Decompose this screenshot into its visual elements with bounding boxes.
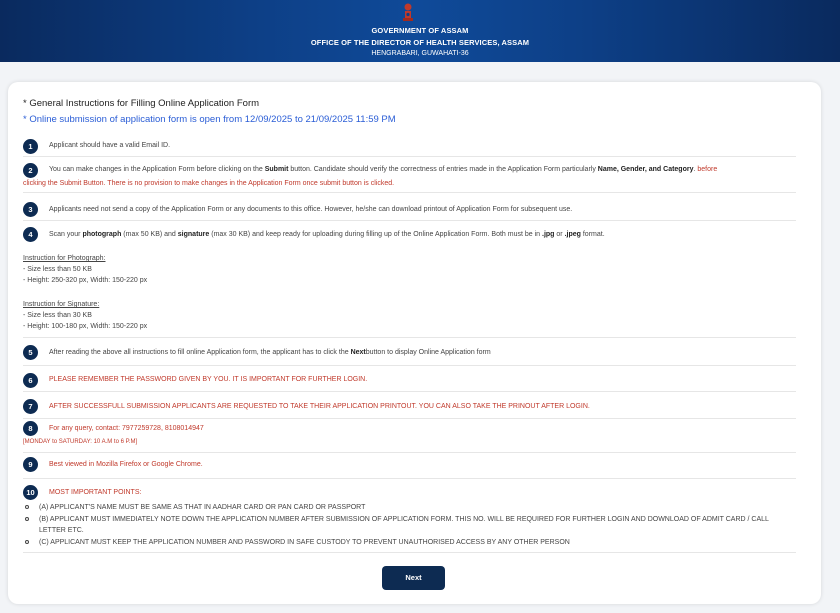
text-bold: Next (350, 349, 366, 356)
text-segment: After reading the above all instructions to fill online Application form, the applicant has to click the (49, 349, 351, 356)
step-number-badge: 1 (23, 139, 38, 154)
contact-hours: [MONDAY to SATURDAY: 10 A.M to 6 P.M] (23, 439, 138, 445)
instruction-text (49, 231, 605, 238)
instruction-row (23, 369, 796, 392)
instruction-text: Applicants need not send a copy of the Application Form or any documents to this office. However, he/she can download printout of Application Form for subsequent use. (49, 206, 573, 213)
instruction-row (23, 456, 796, 479)
next-button[interactable]: Next (382, 566, 445, 590)
important-points-heading: MOST IMPORTANT POINTS: (49, 489, 142, 496)
divider (23, 316, 796, 338)
point-text: LETTER ETC. (39, 527, 84, 534)
instruction-row (23, 395, 796, 419)
step-number-badge: 7 (23, 399, 38, 414)
text-bold: photograph (82, 231, 122, 238)
header-government: GOVERNMENT OF ASSAM (371, 26, 469, 35)
instruction-warning: clicking the Submit Button. There is no provision to make changes in the Application Form once submit button is clicked. (23, 180, 395, 187)
text-segment: button. Candidate should verify the correctness of entries made in the Application Form particularly (288, 166, 598, 173)
text-segment: button to display Online Application form (365, 349, 491, 356)
photo-instruction-heading: Instruction for Photograph: (23, 255, 106, 262)
contact-info: For any query, contact: 7977259728, 8108014947 (49, 425, 204, 432)
text-bold: .jpeg (564, 231, 581, 238)
text-bold: .jpg (542, 231, 555, 238)
text-warning: before (697, 166, 718, 173)
step-number-badge: 8 (23, 421, 38, 436)
text-segment: (max 30 KB) and keep ready for uploading during filling up of the Online Application Form. Both must be in (209, 231, 542, 238)
text-segment: or (554, 231, 565, 238)
instruction-row (23, 483, 796, 553)
photo-dimension-rule: - Height: 250-320 px, Width: 150-220 px (23, 277, 148, 284)
instruction-row (23, 342, 796, 366)
point-text: (B) APPLICANT MUST IMMEDIATELY NOTE DOWN THE APPLICATION NUMBER AFTER SUBMISSION OF APPLICATION FORM. THIS NO. WILL BE REQUIRED FOR FURTHER LOGIN AND DOWNLOAD OF ADMIT CARD / CALL (39, 516, 769, 523)
text-segment: You can make changes in the Application Form before clicking on the (49, 166, 265, 173)
state-emblem-icon (400, 2, 416, 24)
step-number-badge: 10 (23, 485, 38, 500)
browser-recommendation: Best viewed in Mozilla Firefox or Google Chrome. (49, 461, 203, 468)
instruction-row (23, 225, 796, 247)
site-header (0, 0, 840, 62)
instruction-row (23, 421, 796, 453)
submission-window-notice: * Online submission of application form is open from 12/09/2025 to 21/09/2025 11:59 PM (23, 114, 396, 125)
signature-size-rule: - Size less than 30 KB (23, 312, 92, 319)
signature-dimension-rule: - Height: 100-180 px, Width: 150-220 px (23, 323, 148, 330)
text-bold: Name, Gender, and Category (597, 166, 694, 173)
instruction-row (23, 159, 796, 193)
instruction-warning: AFTER SUCCESSFULL SUBMISSION APPLICANTS ARE REQUESTED TO TAKE THEIR APPLICATION PRINTOUT. YOU CAN ALSO TAKE THE PRINOUT AFTER LOGIN. (49, 403, 590, 410)
point-text: (C) APPLICANT MUST KEEP THE APPLICATION NUMBER AND PASSWORD IN SAFE CUSTODY TO PREVENT UNAUTHORISED ACCESS BY ANY OTHER PERSON (39, 539, 570, 546)
page-title: * General Instructions for Filling Online Application Form (23, 98, 260, 109)
step-number-badge: 6 (23, 373, 38, 388)
header-address: HENGRABARI, GUWAHATI-36 (371, 50, 469, 57)
step-number-badge: 5 (23, 345, 38, 360)
bullet-icon (25, 505, 29, 509)
header-office: OFFICE OF THE DIRECTOR OF HEALTH SERVICES, ASSAM (310, 38, 530, 47)
text-segment: . (693, 166, 698, 173)
bullet-icon (25, 540, 29, 544)
bullet-icon (25, 517, 29, 521)
step-number-badge: 9 (23, 457, 38, 472)
text-segment: format. (580, 231, 605, 238)
text-segment: Scan your (49, 231, 83, 238)
instructions-card (8, 82, 821, 604)
photo-size-rule: - Size less than 50 KB (23, 266, 92, 273)
instruction-row (23, 135, 796, 157)
instruction-row (23, 198, 796, 221)
point-text: (A) APPLICANT'S NAME MUST BE SAME AS THAT IN AADHAR CARD OR PAN CARD OR PASSPORT (39, 504, 366, 511)
instruction-text (49, 166, 717, 173)
text-segment: (max 50 KB) and (121, 231, 178, 238)
text-bold: signature (177, 231, 210, 238)
step-number-badge: 2 (23, 163, 38, 178)
step-number-badge: 4 (23, 227, 38, 242)
step-number-badge: 3 (23, 202, 38, 217)
signature-instruction-heading: Instruction for Signature: (23, 301, 100, 308)
instruction-warning: PLEASE REMEMBER THE PASSWORD GIVEN BY YOU. IT IS IMPORTANT FOR FURTHER LOGIN. (49, 376, 368, 383)
instruction-text (49, 349, 491, 356)
instruction-text: Applicant should have a valid Email ID. (49, 142, 171, 149)
text-bold: Submit (264, 166, 289, 173)
